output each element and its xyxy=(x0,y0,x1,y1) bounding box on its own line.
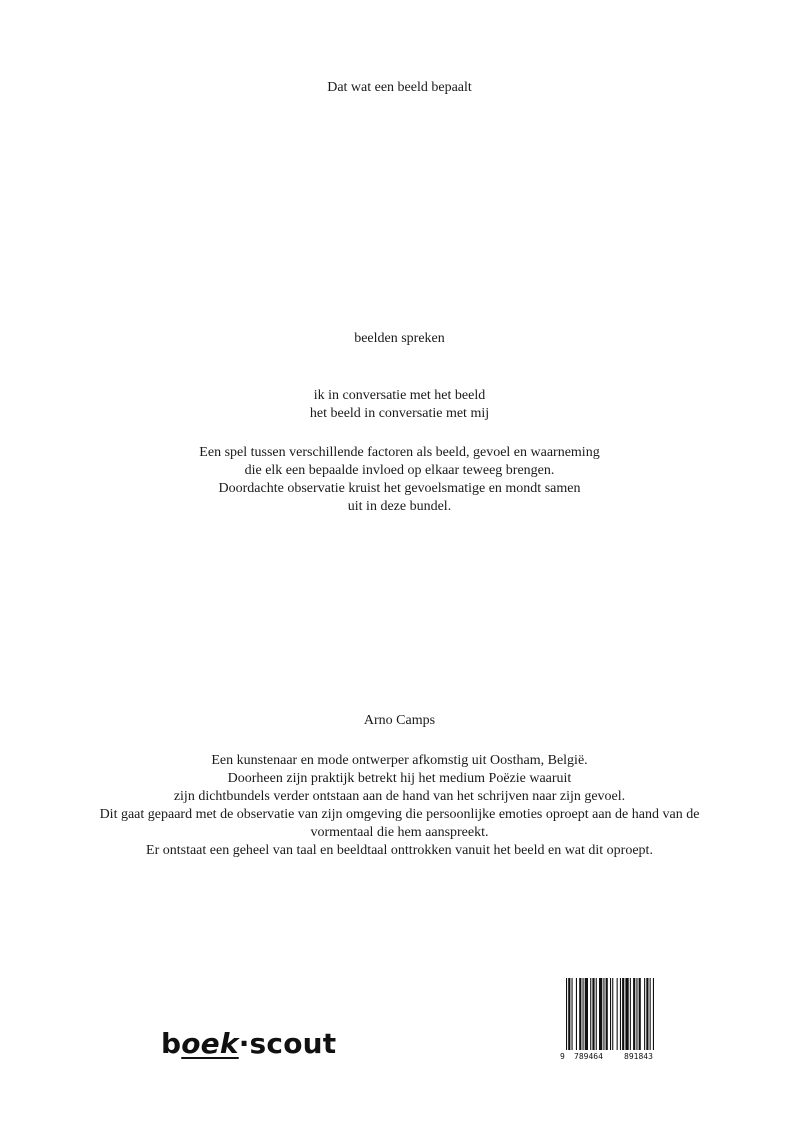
logo-part: ·scout xyxy=(238,1027,337,1060)
bio-line: Een kunstenaar en mode ontwerper afkomstig uit Oostham, België. xyxy=(211,753,588,768)
barcode-bar xyxy=(639,978,641,1050)
back-cover-title: Dat wat een beeld bepaalt xyxy=(327,80,472,95)
barcode-digit-group: 891843 xyxy=(624,1052,653,1061)
barcode-bar xyxy=(599,978,602,1050)
publisher-logo xyxy=(161,1027,336,1060)
tagline: beelden spreken xyxy=(354,331,445,346)
description-line: Een spel tussen verschillende factoren als beeld, gevoel en waarneming xyxy=(199,445,600,460)
conversation-line: het beeld in conversatie met mij xyxy=(309,406,490,421)
barcode-bar xyxy=(625,978,628,1050)
barcode-bars xyxy=(560,978,668,1052)
barcode-digit-group: 789464 xyxy=(574,1052,603,1061)
barcode-digits xyxy=(560,1052,668,1066)
barcode-bar xyxy=(590,978,591,1050)
barcode-bar xyxy=(568,978,570,1050)
barcode-bar xyxy=(583,978,584,1050)
bio-line: Er ontstaat een geheel van taal en beeldtaal onttrokken vanuit het beeld en wat dit oproept. xyxy=(146,843,653,858)
bio-line: Dit gaat gepaard met de observatie van zijn omgeving die persoonlijke emoties oproept aan de hand van de xyxy=(99,807,700,822)
conversation-line: ik in conversatie met het beeld xyxy=(313,388,486,403)
bio-line: zijn dichtbundels verder ontstaan aan de hand van het schrijven naar zijn gevoel. xyxy=(173,789,626,804)
barcode-bar xyxy=(630,978,631,1050)
author-name: Arno Camps xyxy=(363,713,436,728)
barcode-bar xyxy=(653,978,654,1050)
barcode-bar xyxy=(612,978,613,1050)
barcode-bar xyxy=(603,978,604,1050)
book-description xyxy=(0,444,799,516)
conversation-lines xyxy=(0,387,799,423)
barcode-bar xyxy=(610,978,611,1050)
isbn-barcode xyxy=(560,978,668,1068)
description-line: uit in deze bundel. xyxy=(347,499,452,514)
barcode-bar xyxy=(606,978,608,1050)
barcode-bar xyxy=(592,978,594,1050)
description-line: die elk een bepaalde invloed op elkaar teweeg brengen. xyxy=(244,463,555,478)
author-bio xyxy=(0,752,799,860)
bio-line: vormentaal die hem aanspreekt. xyxy=(310,825,489,840)
barcode-bar xyxy=(617,978,618,1050)
logo-part: b xyxy=(161,1027,182,1060)
logo-part: oek xyxy=(181,1027,239,1060)
barcode-bar xyxy=(585,978,588,1050)
barcode-digit-first: 9 xyxy=(560,1052,565,1061)
barcode-bar xyxy=(622,978,624,1050)
barcode-bar xyxy=(576,978,577,1050)
barcode-bar xyxy=(596,978,597,1050)
barcode-bar xyxy=(650,978,651,1050)
barcode-bar xyxy=(620,978,621,1050)
barcode-bar xyxy=(572,978,573,1050)
barcode-bar xyxy=(646,978,648,1050)
bio-line: Doorheen zijn praktijk betrekt hij het medium Poëzie waaruit xyxy=(227,771,572,786)
barcode-bar xyxy=(566,978,567,1050)
barcode-bar xyxy=(633,978,635,1050)
description-line: Doordachte observatie kruist het gevoelsmatige en mondt samen xyxy=(218,481,581,496)
barcode-bar xyxy=(636,978,637,1050)
barcode-bar xyxy=(644,978,645,1050)
barcode-bar xyxy=(579,978,581,1050)
